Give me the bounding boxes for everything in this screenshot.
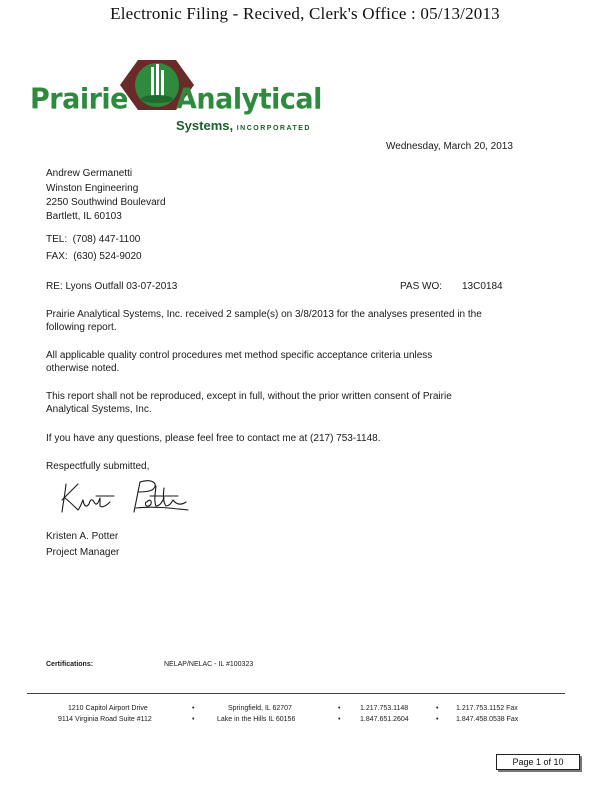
page-number: Page 1 of 10 — [496, 754, 580, 770]
logo-word-analytical: Analytical — [176, 83, 322, 116]
company-logo — [30, 58, 322, 134]
footer-city-2: Lake in the Hills IL 60156 — [217, 716, 296, 723]
recipient-company: Winston Engineering — [46, 183, 139, 194]
footer-city-1: Springfield, IL 62707 — [228, 705, 292, 712]
logo-sub-incorporated: INCORPORATED — [236, 125, 311, 132]
body-paragraph-1: Prairie Analytical Systems, Inc. received 2 sample(s) on 3/8/2013 for the analyses presented in the following report. — [46, 309, 482, 333]
footer-bullet: • — [192, 705, 195, 712]
pas-wo-value: 13C0184 — [462, 281, 503, 292]
footer-bullet: • — [436, 705, 439, 712]
footer-address-1: 1210 Capitol Airport Drive — [68, 705, 148, 712]
footer-phone-1: 1.217.753.1148 — [360, 705, 409, 712]
recipient-tel: TEL: (708) 447-1100 — [46, 234, 141, 245]
body-paragraph-4: If you have any questions, please feel free to contact me at (217) 753-1148. — [46, 433, 381, 444]
logo-word-prairie: Prairie — [30, 83, 128, 116]
filing-stamp: Electronic Filing - Recived, Clerk's Office : 05/13/2013 — [110, 4, 500, 23]
footer-phone-2: 1.847.651.2604 — [360, 716, 409, 723]
footer-bullet: • — [338, 716, 341, 723]
body-paragraph-3: This report shall not be reproduced, except in full, without the prior written consent of Prairie Analytical Systems, Inc. — [46, 391, 452, 415]
footer-bullet: • — [338, 705, 341, 712]
logo-sub-systems: Systems, — [176, 118, 234, 133]
signature-image — [56, 476, 190, 518]
signer-title: Project Manager — [46, 547, 120, 558]
footer-address-2: 9114 Virginia Road Suite #112 — [58, 716, 152, 723]
recipient-street: 2250 Southwind Boulevard — [46, 197, 166, 208]
footer-fax-1: 1.217.753.1152 Fax — [456, 705, 518, 712]
closing-line: Respectfully submitted, — [46, 461, 150, 472]
signer-name: Kristen A. Potter — [46, 531, 119, 542]
footer-divider — [27, 693, 565, 694]
logo-subtitle — [176, 118, 311, 133]
certifications-value: NELAP/NELAC - IL #100323 — [164, 661, 254, 668]
footer-bullet: • — [192, 716, 195, 723]
recipient-city: Bartlett, IL 60103 — [46, 211, 122, 222]
certifications-label: Certifications: — [46, 661, 94, 668]
letter-date: Wednesday, March 20, 2013 — [386, 141, 513, 152]
pas-wo-label: PAS WO: — [400, 281, 443, 292]
footer-fax-2: 1.847.458.0538 Fax — [456, 716, 519, 723]
re-subject: RE: Lyons Outfall 03-07-2013 — [46, 281, 178, 292]
recipient-name: Andrew Germanetti — [46, 168, 133, 179]
body-paragraph-2: All applicable quality control procedures met method specific acceptance criteria unless otherwise noted. — [46, 350, 433, 374]
recipient-fax: FAX: (630) 524-9020 — [46, 251, 142, 262]
footer-bullet: • — [436, 716, 439, 723]
